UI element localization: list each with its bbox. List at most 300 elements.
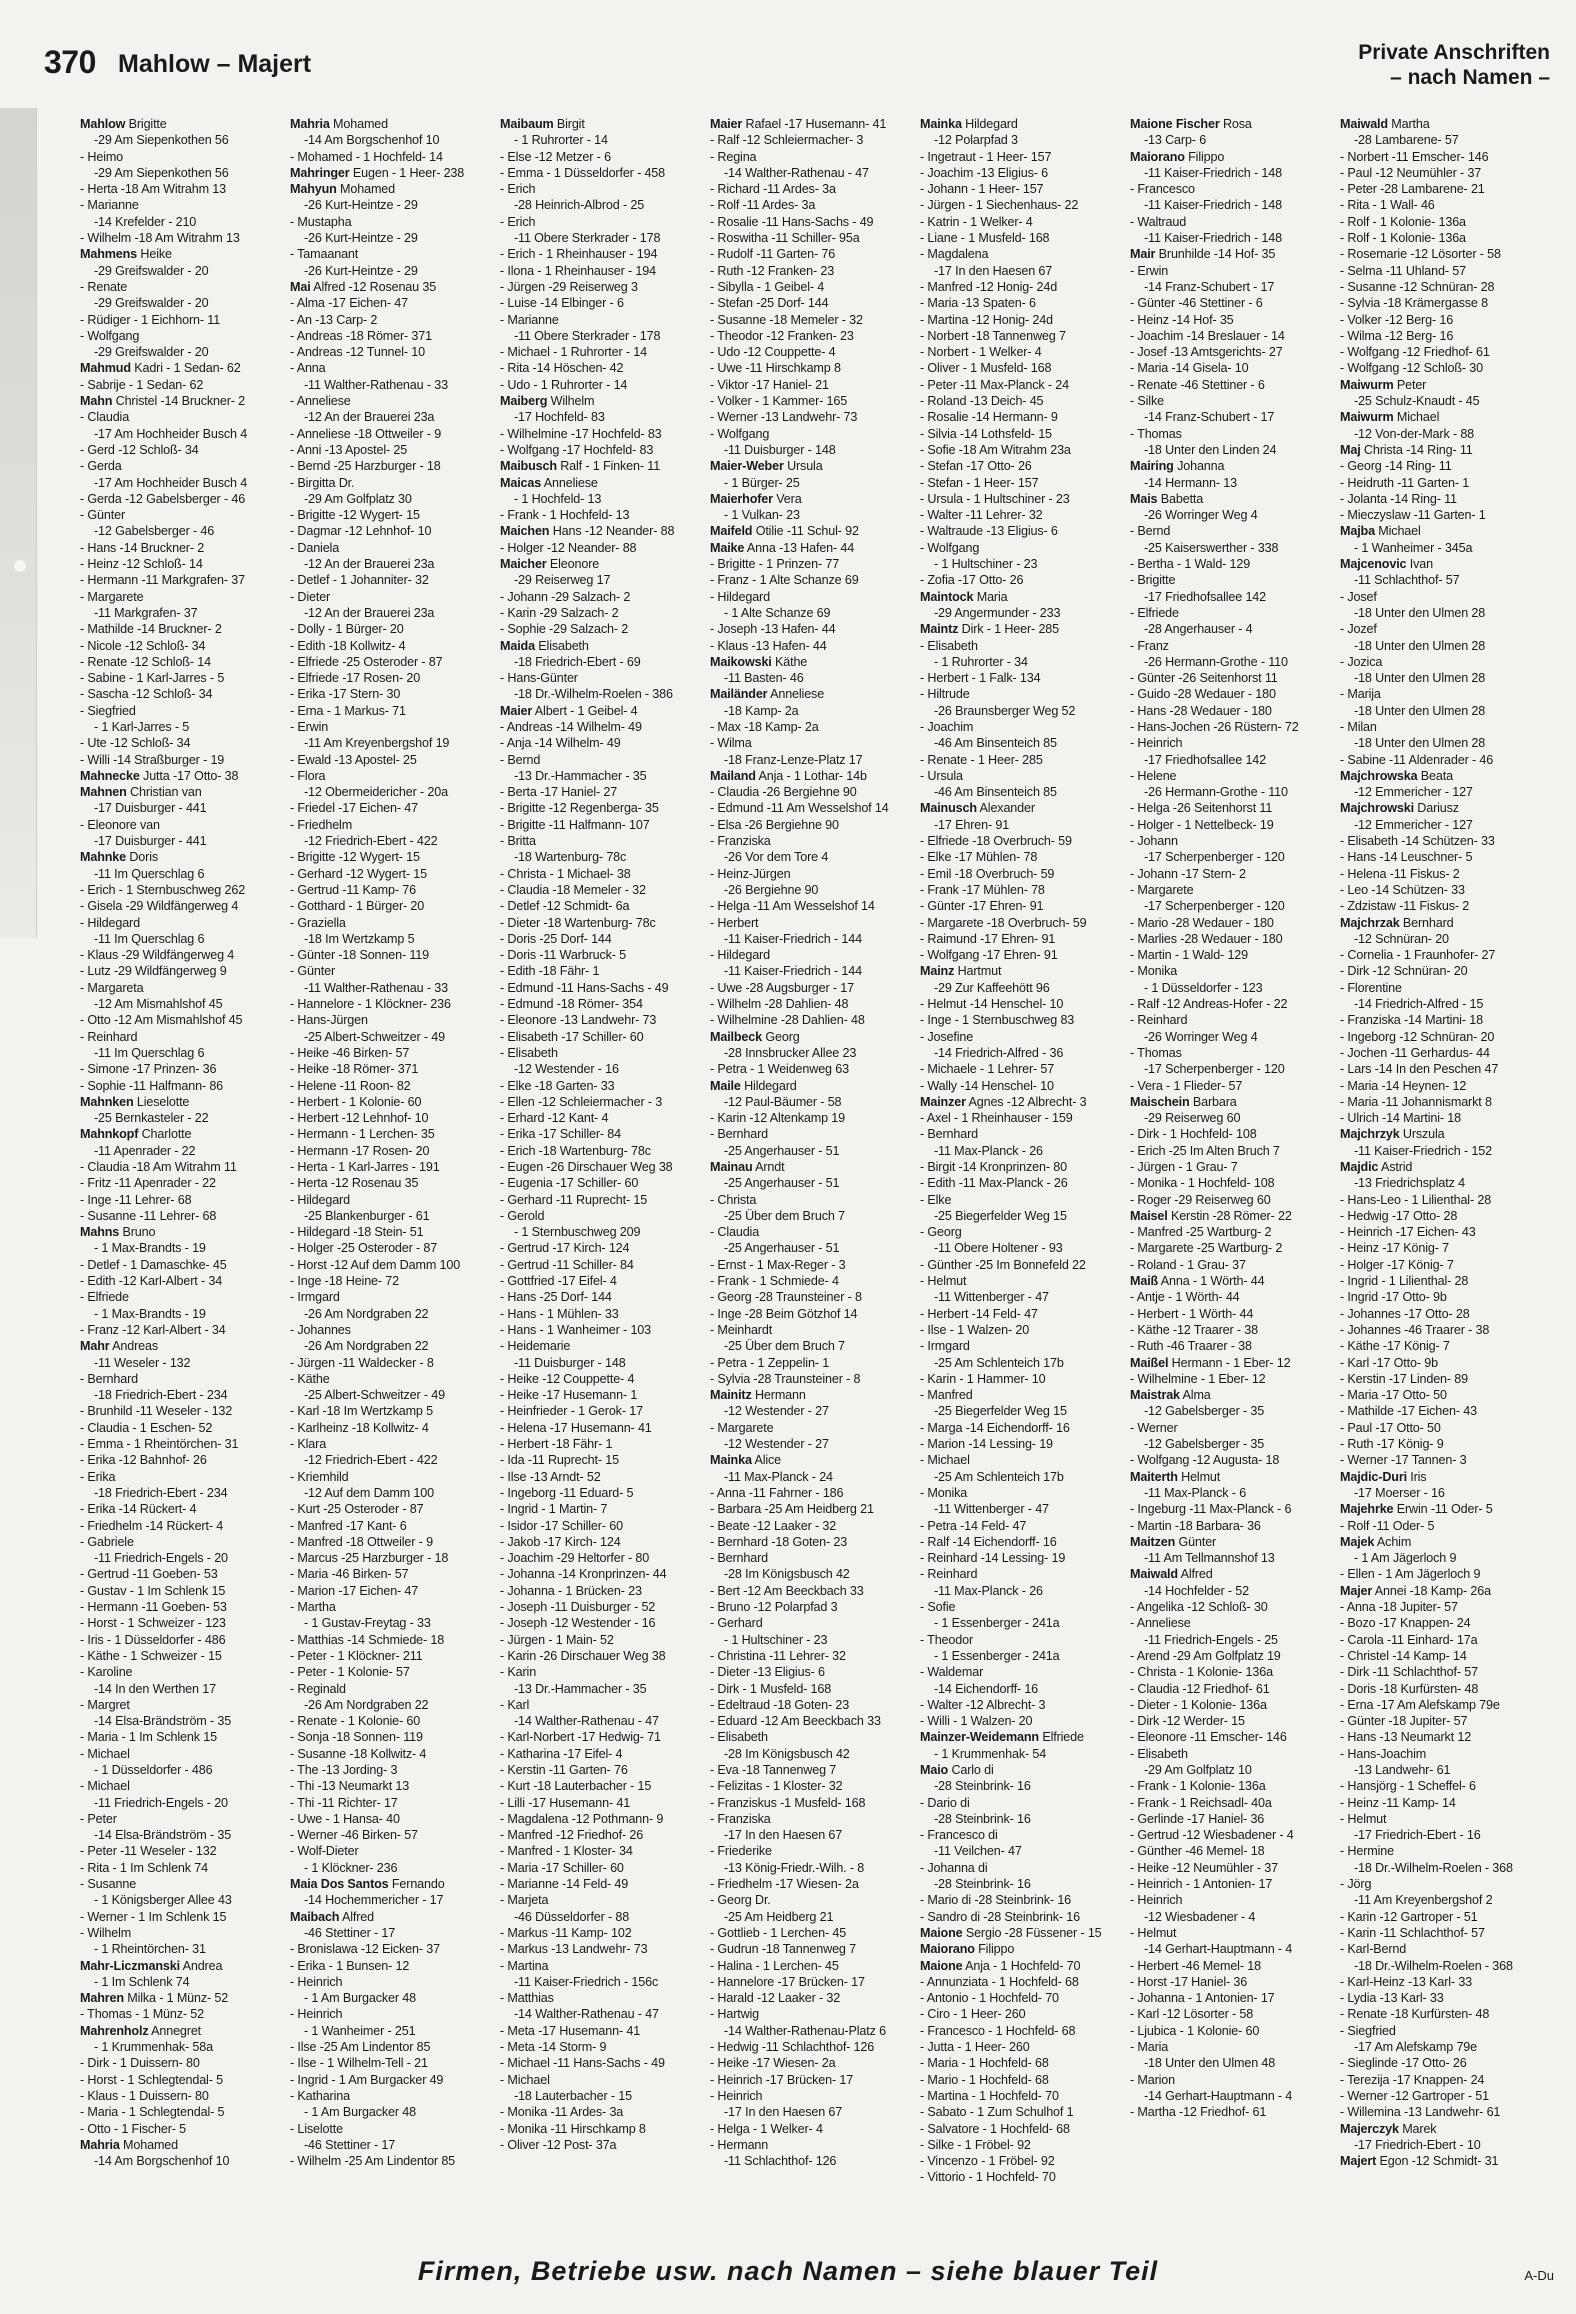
surname: Maintz [920,622,959,637]
listing-entry: - Horst - 1 Schweizer - 123 [80,1616,226,1631]
address-line: -11 Basten- 46 [724,671,804,686]
listing-entry: - Bernhard [920,1127,979,1142]
listing-entry: - Bernd -25 Harzburger - 18 [290,459,441,474]
address-line: -17 Am Hochheider Busch 4 [94,426,248,441]
listing-entry: - Erika -12 Bahnhof- 26 [80,1453,207,1468]
surname-entry: Maiwald Martha [1340,117,1430,131]
listing-entry: - Gerda [80,459,122,474]
surname: Mahr [80,1339,110,1354]
surname-entry: Maier Albert - 1 Geibel- 4 [500,703,638,718]
listing-entry: - Martin -18 Barbara- 36 [1130,1518,1261,1533]
address-line: -12 Gabelsberger - 35 [1144,1437,1265,1452]
listing-entry: - Gisela -29 Wildfängerweg 4 [80,899,239,914]
surname-entry: Mailbeck Georg [710,1029,800,1044]
address-line: -18 Unter den Ulmen 48 [1144,2056,1276,2071]
surname-entry: Majchrzyk Urszula [1340,1127,1445,1142]
listing-entry: - Claudia -18 Memeler - 32 [500,882,646,897]
listing-entry: - Willi - 1 Walzen- 20 [920,1714,1033,1729]
address-line: -25 Am Heidberg 21 [724,1909,834,1924]
listing-entry: - Thomas [1130,1045,1182,1060]
address-line: -11 Kaiser-Friedrich - 148 [1144,165,1282,180]
directory-column [290,116,494,2206]
listing-entry: - Ingrid - 1 Lilienthal- 28 [1340,1274,1469,1289]
surname-entry: Mahnke Doris [80,850,158,865]
surname-entry: Mahmens Heike [80,247,172,262]
listing-entry: - Elke -17 Mühlen- 78 [920,850,1038,865]
address-line: -26 Kurt-Heintze - 29 [304,198,418,213]
surname-entry: Maisel Kerstin -28 Römer- 22 [1130,1208,1292,1223]
listing-entry: - Claudia [710,1225,760,1240]
surname: Maida [500,638,535,653]
listing-entry: - Monika [1130,964,1178,979]
listing-entry: - Hedwig -11 Schlachthof- 126 [710,2040,875,2055]
listing-entry: - Bernd [500,752,541,767]
listing-entry: - Erika -17 Schiller- 84 [500,1127,621,1142]
listing-entry: - Monika - 1 Hochfeld- 108 [1130,1176,1275,1191]
listing-entry: - Ellen - 1 Am Jägerloch 9 [1340,1567,1481,1582]
surname-entry: Mahria Mohamed [290,117,389,131]
address-line: -11 Im Querschlag 6 [94,866,205,881]
listing-entry: - Heimo [80,149,124,164]
listing-entry: - Karl -17 Otto- 9b [1340,1355,1438,1370]
listing-entry: - Heinz -12 Schloß- 14 [80,557,203,572]
address-line: -18 Unter den Ulmen 28 [1354,736,1486,751]
listing-entry: - Silke [1130,394,1164,409]
surname: Maiwald [1130,1567,1178,1582]
surname: Maione Fischer [1130,117,1220,131]
listing-entry: - Dirk - 1 Duissern- 80 [80,2056,200,2071]
listing-entry: - Johanna -14 Kronprinzen- 44 [500,1567,667,1582]
listing-entry: - Berta -17 Haniel- 27 [500,785,618,800]
listing-entry: - Susanne -18 Kollwitz- 4 [290,1746,427,1761]
listing-entry: - Wolfgang -12 Augusta- 18 [1130,1453,1280,1468]
address-line: -25 Albert-Schweitzer - 49 [304,1029,445,1044]
listing-entry: - Anneliese [1130,1616,1191,1631]
listing-entry: - Franziskus -1 Musfeld- 168 [710,1795,866,1810]
listing-entry: - Helga - 1 Welker- 4 [710,2121,823,2136]
surname-entry: Mahns Bruno [80,1225,156,1240]
address-line: - 1 Max-Brandts - 19 [94,1241,206,1256]
address-line: -12 Paul-Bäumer - 58 [724,1094,842,1109]
listing-entry: - Frank - 1 Reichsadl- 40a [1130,1795,1272,1810]
surname: Maicas [500,475,542,490]
listing-entry: - Wolfgang -12 Friedhof- 61 [1340,345,1490,360]
address-line: -17 Scherpenberger - 120 [1144,899,1285,914]
listing-entry: - Manfred -12 Friedhof- 26 [500,1828,644,1843]
listing-entry: - Friedhelm -14 Rückert- 4 [80,1518,224,1533]
address-line: -18 Unter den Ulmen 28 [1354,671,1486,686]
listing-entry: - Liane - 1 Musfeld- 168 [920,231,1050,246]
listing-entry: - Thi -11 Richter- 17 [290,1795,398,1810]
address-line: -28 Steinbrink- 16 [934,1779,1031,1794]
surname-entry: Maione Fischer Rosa [1130,117,1252,131]
address-line: -28 Steinbrink- 16 [934,1811,1031,1826]
listing-entry: - Sabato - 1 Zum Schulhof 1 [920,2105,1074,2120]
listing-entry: - Karin -12 Altenkamp 19 [710,1111,846,1126]
address-line: -25 Albert-Schweitzer - 49 [304,1388,445,1403]
address-line: -14 Franz-Schubert - 17 [1144,410,1275,425]
address-line: -11 Am Kreyenbergshof 19 [304,736,450,751]
listing-entry: - Klaus - 1 Duissern- 80 [80,2088,209,2103]
address-line: -29 Angermunder - 233 [934,605,1061,620]
listing-entry: - Karoline [80,1665,133,1680]
address-line: - 1 Krummenhak- 58a [94,2040,213,2055]
listing-entry: - Zofia -17 Otto- 26 [920,573,1024,588]
listing-entry: - Johann [1130,834,1178,849]
listing-entry: - Erich [500,182,536,197]
listing-entry: - Hildegard [80,915,140,930]
listing-entry: - Ralf -12 Andreas-Hofer - 22 [1130,997,1288,1012]
surname: Mahnkopf [80,1127,139,1142]
surname-entry: Mahnkopf Charlotte [80,1127,192,1142]
listing-entry: - Walter -11 Lehrer- 32 [920,508,1043,523]
listing-entry: - Brigitte -12 Regenberga- 35 [500,801,659,816]
listing-entry: - Gotthard - 1 Bürger- 20 [290,899,425,914]
address-line: - 1 Gustav-Freytag - 33 [304,1616,431,1631]
listing-entry: - Peter -28 Lambarene- 21 [1340,182,1485,197]
listing-entry: - Klaus -29 Wildfängerweg 4 [80,948,235,963]
listing-entry: - Leo -14 Schützen- 33 [1340,882,1465,897]
listing-entry: - Marjeta [500,1893,549,1908]
listing-entry: - Bernhard [710,1551,769,1566]
address-line: - 1 Krummenhak- 54 [934,1746,1047,1761]
listing-entry: - Ruth -12 Franken- 23 [710,263,835,278]
listing-entry: - Hildegard [290,1192,350,1207]
directory-column [1130,116,1334,2206]
listing-entry: - Wolfgang -17 Hochfeld- 83 [500,442,654,457]
surname-entry: Maike Anna -13 Hafen- 44 [710,540,855,555]
listing-entry: - Margareta [80,980,144,995]
listing-entry: - Sofie [920,1600,956,1615]
address-line: -18 Friedrich-Ebert - 234 [94,1388,228,1403]
listing-entry: - Ingrid - 1 Am Burgacker 49 [290,2072,444,2087]
listing-entry: - Kurt -25 Osteroder - 87 [290,1502,424,1517]
listing-entry: - Martina - 1 Hochfeld- 70 [920,2088,1059,2103]
address-line: -18 Unter den Ulmen 28 [1354,605,1486,620]
listing-entry: - Jürgen -11 Waldecker - 8 [290,1355,434,1370]
surname: Maier [710,117,743,131]
listing-entry: - Dirk - 1 Hochfeld- 108 [1130,1127,1257,1142]
listing-entry: - Viktor -17 Haniel- 21 [710,377,829,392]
listing-entry: - Herta -12 Rosenau 35 [290,1176,419,1191]
listing-entry: - Elisabeth [710,1730,768,1745]
listing-entry: - Roger -29 Reiserweg 60 [1130,1192,1271,1207]
listing-entry: - Lilli -17 Husemann- 41 [500,1795,631,1810]
surname-entry: Maione Sergio -28 Füssener - 15 [920,1925,1102,1940]
listing-entry: - Heinrich [1130,1893,1183,1908]
listing-entry: - Herbert -12 Lehnhof- 10 [290,1111,429,1126]
listing-entry: - Peter -11 Max-Planck - 24 [920,377,1069,392]
listing-entry: - Lydia -13 Karl- 33 [1340,1991,1444,2006]
listing-entry: - Günter -17 Ehren- 91 [920,899,1044,914]
listing-entry: - Maria -13 Spaten- 6 [920,296,1036,311]
address-line: -26 Am Nordgraben 22 [304,1697,429,1712]
address-line: - 1 Karl-Jarres - 5 [94,719,190,734]
surname-entry: Maiorano Filippo [920,1942,1015,1957]
listing-entry: - Arend -29 Am Golfplatz 19 [1130,1648,1281,1663]
listing-entry: - Reinhard -14 Lessing- 19 [920,1551,1066,1566]
surname: Maione [920,1958,963,1973]
surname-entry: Majdic Astrid [1340,1160,1413,1174]
listing-entry: - Waltraude -13 Eligius- 6 [920,524,1058,539]
listing-entry: - Detlef - 1 Damaschke- 45 [80,1257,227,1272]
surname: Mahnken [80,1094,134,1109]
listing-entry: - Johann -17 Stern- 2 [1130,866,1246,881]
surname-entry: Maintock Maria [920,589,1008,604]
listing-entry: - Barbara -25 Am Heidberg 21 [710,1502,874,1517]
listing-entry: - Ilse -25 Am Lindentor 85 [290,2040,431,2055]
listing-entry: - Heinrich -17 Eichen- 43 [1340,1225,1476,1240]
listing-entry: - Sylvia -18 Krämergasse 8 [1340,296,1488,311]
address-line: - 1 Düsseldorfer - 123 [1144,980,1263,995]
listing-entry: - Brigitte -12 Wygert- 15 [290,508,420,523]
address-line: -29 Reiserweg 17 [514,573,611,588]
listing-entry: - Kriemhild [290,1469,349,1484]
address-line: -26 Braunsberger Weg 52 [934,703,1076,718]
listing-entry: - Anja -14 Wilhelm- 49 [500,736,621,751]
listing-entry: - Erich - 1 Sternbuschweg 262 [80,882,246,897]
address-line: - 1 Düsseldorfer - 486 [94,1762,213,1777]
listing-entry: - Wolfgang [920,540,980,555]
listing-entry: - Ilse -13 Arndt- 52 [500,1469,601,1484]
listing-entry: - Friederike [710,1844,772,1859]
address-line: -18 Dr.-Wilhelm-Roelen - 386 [514,687,673,702]
surname-entry: Maiwurm Peter [1340,377,1427,392]
listing-entry: - Wilma -12 Berg- 16 [1340,328,1454,343]
listing-entry: - Sofie -18 Am Witrahm 23a [920,442,1071,457]
listing-entry: - Uwe -28 Augsburger - 17 [710,980,854,995]
listing-entry: - Elisabeth [500,1045,558,1060]
surname-entry: Mahnen Christian van [80,785,202,800]
address-line: -26 Worringer Weg 4 [1144,508,1258,523]
surname: Maiwald [1340,117,1388,131]
address-line: -14 Walther-Rathenau-Platz 6 [724,2023,886,2038]
listing-entry: - Siegfried [80,703,136,718]
listing-entry: - Meta -14 Storm- 9 [500,2040,607,2055]
listing-entry: - Karin -11 Schlachthof- 57 [1340,1925,1485,1940]
listing-entry: - Christa - 1 Kolonie- 136a [1130,1665,1273,1680]
listing-entry: - Helga -11 Am Wesselshof 14 [710,899,875,914]
listing-entry: - Dieter [290,589,331,604]
listing-entry: - Francesco - 1 Hochfeld- 68 [920,2023,1076,2038]
listing-entry: - Heike -46 Birken- 57 [290,1045,410,1060]
listing-entry: - Birgit -14 Kronprinzen- 80 [920,1160,1067,1174]
listing-entry: - Claudia -18 Am Witrahm 11 [80,1160,237,1174]
listing-entry: - Vera - 1 Flieder- 57 [1130,1078,1243,1093]
listing-entry: - Margarete [1130,882,1194,897]
listing-entry: - Wilhelm -25 Am Lindentor 85 [290,2154,456,2169]
address-line: -11 Am Tellmannshof 13 [1144,1551,1275,1566]
surname: Mainzer-Weidemann [920,1730,1039,1745]
listing-entry: - Reinhard [1130,1013,1188,1028]
surname: Mais [1130,491,1158,506]
surname: Maisel [1130,1208,1168,1223]
listing-entry: - Sophie -29 Salzach- 2 [500,622,629,637]
address-line: -25 Über dem Bruch 7 [724,1208,845,1223]
listing-entry: - Ingetraut - 1 Heer- 157 [920,149,1052,164]
listing-entry: - Mario - 1 Hochfeld- 68 [920,2072,1049,2087]
listing-entry: - Eugen -26 Dirschauer Weg 38 [500,1160,673,1174]
thumb-index-tab [0,108,37,938]
listing-entry: - Frank - 1 Schmiede- 4 [710,1274,839,1289]
listing-entry: - Rosalie -11 Hans-Sachs - 49 [710,214,874,229]
listing-entry: - Hans - 1 Wanheimer - 103 [500,1322,652,1337]
listing-entry: - Jochen -11 Gerhardus- 44 [1340,1045,1490,1060]
listing-entry: - Erhard -12 Kant- 4 [500,1111,609,1126]
listing-entry: - Axel - 1 Rheinhauser - 159 [920,1111,1073,1126]
surname-entry: Maiß Anna - 1 Wörth- 44 [1130,1274,1265,1289]
listing-entry: - Erika [80,1469,116,1484]
surname: Mainka [920,117,962,131]
surname-entry: Mainitz Hermann [710,1388,806,1403]
listing-entry: - Günter [80,508,125,523]
surname-entry: Majer Annei -18 Kamp- 26a [1340,1583,1491,1598]
address-line: -12 Am Mismahlshof 45 [94,997,223,1012]
surname: Mailand [710,768,756,783]
address-line: -11 Im Querschlag 6 [94,931,205,946]
listing-entry: - Marianne -14 Feld- 49 [500,1877,629,1892]
listing-entry: - Britta [500,834,536,849]
listing-entry: - Meinhardt [710,1322,773,1337]
listing-entry: - Mario di -28 Steinbrink- 16 [920,1893,1072,1908]
listing-entry: - Bernhard [80,1371,139,1386]
listing-entry: - Ursula [920,768,963,783]
listing-entry: - Hermann - 1 Lerchen- 35 [290,1127,435,1142]
surname-entry: Maißel Hermann - 1 Eber- 12 [1130,1355,1291,1370]
listing-entry: - Stefan -25 Dorf- 144 [710,296,829,311]
listing-entry: - Helene [1130,768,1177,783]
address-line: -14 In den Werthen 17 [94,1681,216,1696]
listing-entry: - Hildegard -18 Stein- 51 [290,1225,424,1240]
listing-entry: - Hans-Joachim [1340,1746,1427,1761]
listing-entry: - Uwe -11 Hirschkamp 8 [710,361,841,376]
listing-entry: - Claudia [80,410,130,425]
listing-entry: - Heinrich - 1 Antonien- 17 [1130,1877,1273,1892]
listing-entry: - Heinrich -17 Brücken- 17 [710,2072,854,2087]
address-line: -17 Friedrich-Ebert - 16 [1354,1828,1481,1843]
surname-entry: Mahmud Kadri - 1 Sedan- 62 [80,361,241,376]
listing-entry: - Anna -11 Fahrner - 186 [710,1485,844,1500]
surname-entry: Mahr-Liczmanski Andrea [80,1958,223,1973]
address-line: -12 Polarpfad 3 [934,133,1018,148]
address-line: - 1 Klöckner- 236 [304,1860,398,1875]
listing-entry: - Maria -14 Gisela- 10 [1130,361,1249,376]
listing-entry: - Sylvia -28 Traunsteiner - 8 [710,1371,861,1386]
listing-entry: - Hermann -11 Markgrafen- 37 [80,573,245,588]
listing-entry: - Joachim -13 Eligius- 6 [920,165,1048,180]
address-line: -14 Walther-Rathenau - 47 [724,165,869,180]
surname: Mahmens [80,247,138,262]
listing-entry: - Werner - 1 Im Schlenk 15 [80,1909,227,1924]
surname: Mairing [1130,459,1174,474]
listing-entry: - Georg -14 Ring- 11 [1340,459,1452,474]
listing-entry: - Marianne [80,198,139,213]
address-line: -46 Düsseldorfer - 88 [514,1909,630,1924]
listing-entry: - Maria - 1 Im Schlenk 15 [80,1730,217,1745]
listing-entry: - Joachim -14 Breslauer - 14 [1130,328,1285,343]
listing-entry: - Carola -11 Einhard- 17a [1340,1632,1478,1647]
listing-entry: - Werner [1130,1420,1178,1435]
address-line: -25 Bernkasteler - 22 [94,1111,209,1126]
listing-entry: - Christa - 1 Michael- 38 [500,866,631,881]
listing-entry: - Gertrud -11 Kamp- 76 [290,882,416,897]
surname: Mahnen [80,785,127,800]
listing-entry: - Hartwig [710,2007,760,2022]
listing-entry: - Erich -18 Wartenburg- 78c [500,1143,651,1158]
surname: Mainau [710,1160,753,1174]
listing-entry: - Gustav - 1 Im Schlenk 15 [80,1583,226,1598]
listing-entry: - Ingrid -17 Otto- 9b [1340,1290,1447,1305]
surname: Mahr-Liczmanski [80,1958,180,1973]
listing-entry: - Gerhard [710,1616,763,1631]
listing-entry: - Monika -11 Hirschkamp 8 [500,2121,646,2136]
address-line: -17 Friedhofsallee 142 [1144,589,1267,604]
surname: Maj [1340,442,1361,457]
surname: Mahren [80,1991,124,2006]
address-line: -12 Obermeidericher - 20a [304,785,448,800]
listing-entry: - Christina -11 Lehrer- 32 [710,1648,846,1663]
listing-entry: - Doris -25 Dorf- 144 [500,931,612,946]
listing-entry: - Marcus -25 Harzburger - 18 [290,1551,449,1566]
listing-entry: - Thomas [1130,426,1182,441]
listing-entry: - Friedel -17 Eichen- 47 [290,801,418,816]
address-line: -25 Angerhauser - 51 [724,1241,840,1256]
directory-column [80,116,284,2206]
listing-entry: - Manfred -18 Ottweiler - 9 [290,1534,433,1549]
listing-entry: - Herta -18 Am Witrahm 13 [80,182,227,197]
listing-entry: - Ida -11 Ruprecht- 15 [500,1453,619,1468]
listing-entry: - Wilhelmine - 1 Eber- 12 [1130,1371,1266,1386]
listing-entry: - Willi -14 Straßburger - 19 [80,752,225,767]
listing-entry: - Hermine [1340,1844,1394,1859]
listing-entry: - Jozica [1340,654,1383,669]
listing-entry: - Hans - 1 Mühlen- 33 [500,1306,619,1321]
listing-entry: - Elisabeth [920,638,978,653]
name-range: Mahlow – Majert [118,50,312,78]
surname-entry: Mahringer Eugen - 1 Heer- 238 [290,165,465,180]
listing-entry: - Günter -26 Seitenhorst 11 [1130,671,1278,686]
listing-entry: - Peter [80,1811,117,1826]
listing-entry: - Elfriede -18 Overbruch- 59 [920,834,1072,849]
listing-entry: - Norbert -18 Tannenweg 7 [920,328,1066,343]
surname-entry: Maicas Anneliese [500,475,598,490]
listing-entry: - Reginald [290,1681,346,1696]
address-line: - 1 Max-Brandts - 19 [94,1306,206,1321]
address-line: -11 Markgrafen- 37 [94,605,198,620]
listing-entry: - Michael [80,1779,130,1794]
listing-entry: - Joseph -13 Hafen- 44 [710,622,836,637]
address-line: -11 Schlachthof- 126 [724,2154,837,2169]
listing-entry: - Marlies -28 Wedauer - 180 [1130,931,1283,946]
listing-entry: - Ewald -13 Apostel- 25 [290,752,417,767]
listing-entry: - Eugenia -17 Schiller- 60 [500,1176,639,1191]
surname-entry: Mahyun Mohamed [290,182,395,197]
address-line: -11 Schlachthof- 57 [1354,573,1460,588]
surname: Maione [920,1925,963,1940]
listing-entry: - Roswitha -11 Schiller- 95a [710,231,860,246]
listing-entry: - Johanna - 1 Antonien- 17 [1130,1991,1275,2006]
listing-entry: - Sabine -11 Aldenrader - 46 [1340,752,1494,767]
address-line: -17 Am Hochheider Busch 4 [94,475,248,490]
listing-entry: - Martina [500,1958,549,1973]
address-line: -25 Kaiserswerther - 338 [1144,540,1279,555]
listing-entry: - Jakob -17 Kirch- 124 [500,1534,621,1549]
address-line: -11 Kaiser-Friedrich - 148 [1144,198,1282,213]
listing-entry: - Gerd -12 Schloß- 34 [80,442,199,457]
listing-entry: - Vincenzo - 1 Fröbel- 92 [920,2154,1055,2169]
listing-entry: - Otto - 1 Fischer- 5 [80,2121,187,2136]
surname: Maiß [1130,1274,1159,1289]
